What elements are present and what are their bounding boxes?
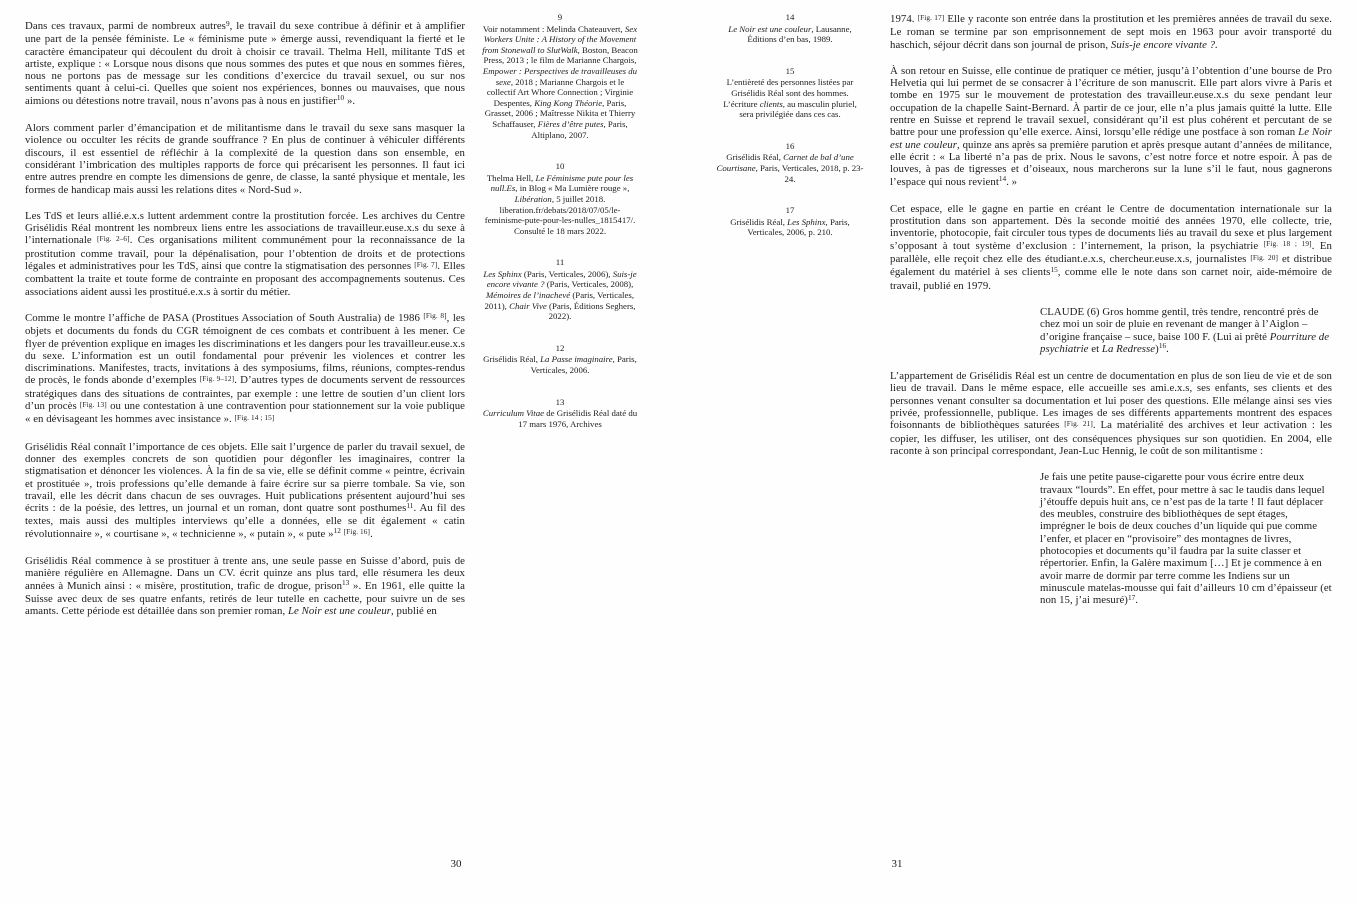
footnote [482, 257, 638, 322]
paragraph: Je fais une petite pause-cigarette pour vous écrire entre deux travaux “lourds”. En effet, pour mettre à sac le taudis dans lequel j’étouffe depuis huit ans, ce n’est pas de la tarte ! Il faut déplacer des meubles, construire des bibliothèques de sept étages, imprégner le bois de deux couches d’un liquide qui pue comme l’enfer, et placer en “provisoire” des montagnes de livres, photocopies et documents qu’il faudra par la suite classer et répertorier. Enfin, la Galère maximum […] Et je commence à en avoir marre de dormir par terre comme les Indiens sur un minuscule matelas-mousse qui fait d’ailleurs 10 cm d’épaisseur (et non 15, j’ai mesuré)$^{17}$. [1040, 471, 1332, 607]
right-main-text-column [890, 13, 1332, 621]
footnote [482, 397, 638, 430]
left-footnote-column [482, 12, 638, 450]
paragraph: Alors comment parler d’émancipation et de militantisme dans le travail du sexe sans masquer la violence ou occulter les récits de grande souffrance ? En plus de continuer à véhiculer différents discours, il est essentiel de réfléchir à la complexité de la question dans son ensemble, en considérant l’imbrication des multiples rapports de force qui précarisent les personnes. Il faut ici entre autres prendre en compte les dimensions de genre, de classe, la santé physique et mentale, les formes de handicap mais aussi les relations dites « Nord-Sud ». [25, 122, 465, 196]
footnote-text: Thelma Hell, Le Féminisme pute pour les null.Es, in Blog « Ma Lumière rouge », Libération, 5 juillet 2018. liberation.fr/debats/2018/07/05/le-feminisme-pute-pour-les-nulles_1815417/. Consulté le 18 mars 2022. [484, 172, 636, 236]
paragraph: Dans ces travaux, parmi de nombreux autres$^9$, le travail du sexe contribue à définir et à amplifier une part de la pensée féministe. Le « féminisme pute » émerge aussi, revendiquant la fierté et le caractère émancipateur qui découlent du droit à choisir ce travail. Thelma Hell, militante TdS et artiste, explique : « Lorsque nous disons que nous sommes des putes et que nous en sommes fières, nous ne portons pas de message sur les conditions d’exercice du travail sexuel, ou sur nos sentiments quant à celui-ci. Quelles que soient nos expériences, bonnes ou mauvaises, que nous aimions ou détestions notre travail, nous n’avons pas à nous en justifier$^{10}$ ». [25, 18, 466, 107]
right-footnote-column [716, 12, 864, 259]
paragraph: À son retour en Suisse, elle continue de pratiquer ce métier, jusqu’à l’obtention d’une bourse de Pro Helvetia qui lui permet de se consacrer à l’écriture de son manuscrit. Elle part alors vivre à Paris et tombe en 1975 sur le mouvement de protestation des travailleur.euse.x.s du sexe pendant leur occupation de la chapelle Saint-Bernard. À partir de ce jour, elle n’a plus jamais quitté la lutte. Elle rentre en Suisse et reprend le travail sexuel, considérant qu’il est plus cohérent et percutant de se battre pour une profession qu’elle exerce. Ainsi, lorsqu’elle rédige une postface à son roman Le Noir est une couleur, quinze ans après sa première parution et après presque autant d’années de militance, elle écrit : « La liberté n’a pas de prix. Nous le savons, c’est notre force et notre espoir. À pas de louves, à pas de tigresses et d’oiseaux, nous marcherons sur la lune s’il le faut, nous gagnerons l’espace qui nous revient$^{14}$. » [890, 64, 1333, 188]
paragraph: Cet espace, elle le gagne en partie en créant le Centre de documentation internationale sur la prostitution dans son appartement. Dès la seconde moitié des années 1970, elle collecte, trie, inventorie, photocopie, fait circuler tous types de documents liés au travail du sexe et plus largement s’opposant à tout système d’exclusion : l’internement, la prison, la psychiatrie [Fig. 18 ; 19]. En parallèle, elle reçoit chez elle des étudiant.e.x.s, chercheur.euse.x.s, journalistes [Fig. 20] et distribue également du matériel à ses clients$^{15}$, comme elle le note dans son carnet noir, aide-mémoire de travail, publié en 1979. [890, 202, 1333, 292]
footnote-text: Les Sphinx (Paris, Verticales, 2006), Suis-je encore vivante ? (Paris, Verticales, 2008), Mémoires de l’inachevé (Paris, Verticales, 2011), Chair Vive (Paris, Éditions Seghers, 2022). [483, 268, 637, 322]
footnote-text: Grisélidis Réal, Les Sphinx, Paris, Verticales, 2006, p. 210. [730, 216, 850, 238]
paragraph: Les TdS et leurs allié.e.x.s luttent ardemment contre la prostitution forcée. Les archives du Centre Grisélidis Réal montrent les nombreux liens entre les associations de travailleur.euse.x.s du sexe à l’internationale [Fig. 2–6]. Ces organisations militent communément pour la reconnaissance de la prostitution comme travail, pour la dépénalisation, pour l’obtention de droits et de protections légales et administratives pour les TdS, ainsi que contre la stigmatisation des personnes [Fig. 7]. Elles combattent la traite et toute forme de contrainte en proposant des accompagnements soutenus. Ces associations aident aussi les prostitué.e.x.s à sortir du métier. [25, 209, 465, 298]
footnote-number: 13 [555, 396, 565, 407]
page-number-right: 31 [891, 858, 903, 870]
footnote [716, 66, 864, 120]
footnote [482, 12, 638, 140]
footnote-text: Curriculum Vitae de Grisélidis Réal daté du 17 mars 1976, Archives [482, 408, 638, 429]
footnote-number: 11 [555, 257, 565, 268]
footnote [482, 161, 638, 236]
footnote-number: 12 [555, 342, 565, 353]
paragraph: L’appartement de Grisélidis Réal est un centre de documentation en plus de son lieu de vie et de son lieu de travail. Dans le même espace, elle accueille ses ami.e.x.s, ses enfants, ses clients et des personnes venant consulter sa documentation et lui poser des questions. Elle mélange ainsi ses vies privée, professionnelle, publique. Les images de ses différents appartements montrent des espaces foisonnants de bibliothèques saturées [Fig. 21]. La matérialité des archives et leur activation : les copier, les diffuser, les utiliser, ont des conséquences physiques sur son quotidien. En 2004, elle raconte à son principal correspondant, Jean-Luc Hennig, le coût de son militantisme : [890, 370, 1332, 457]
footnote [716, 205, 864, 238]
left-main-text-column [25, 20, 465, 631]
paragraph: Grisélidis Réal commence à se prostituer à trente ans, une seule passe en Suisse d’abord, puis de manière régulière en Allemagne. Dans un CV. écrit quinze ans plus tard, elle résumera les deux années à Munich ainsi : « misère, prostitution, trafic de drogue, prison$^{13}$ ». En 1961, elle quitte la Suisse avec deux de ses quatre enfants, retirés de leur tutelle en cachette, pour suivre un de ses amants. Cette période est détaillée dans son premier roman, Le Noir est une couleur, publié en [25, 554, 465, 618]
footnote-number: 15 [785, 65, 795, 76]
footnote-text: Voir notamment : Melinda Chateauvert, Sex Workers Unite : A History of the Movement from Stonewall to SlutWalk, Boston, Beacon Press, 2013 ; le film de Marianne Chargois, Empower : Perspectives de travailleuses du sexe, 2018 ; Marianne Chargois et le collectif Art Whore Connection ; Virginie Despentes, King Kong Théorie, Paris, Grasset, 2006 ; Maîtresse Nikita et Thierry Schaffauser, Fières d’être putes, Paris, Altiplano, 2007. [482, 23, 638, 140]
paragraph: CLAUDE (6) Gros homme gentil, très tendre, rencontré près de chez moi un soir de pluie en revenant de manger à l’Aiglon – d’origine française – suce, baise 100 F. (Lui ai prêté Pourriture de psychiatrie et La Redresse)$^{16}$. [1040, 305, 1330, 355]
footnote-text: Le Noir est une couleur, Lausanne, Éditions d’en bas, 1989. [728, 23, 852, 45]
footnote-number: 17 [785, 205, 795, 216]
footnote-text: Grisélidis Réal, La Passe imaginaire, Paris, Verticales, 2006. [483, 354, 637, 376]
footnote [482, 343, 638, 376]
page-number-left: 30 [450, 858, 462, 870]
paragraph: Comme le montre l’affiche de PASA (Prostitues Association of South Australia) de 1986 [Fig. 8], les objets et documents du fonds du CGR témoignent de ces combats et contribuent à les mener. Ce flyer de prévention explique en images les discriminations et les dangers pour les travailleur.euse.x.s du sexe. L’information est un outil fondamental pour prévenir les violences et contrer les discriminations. Manifestes, tracts, invitations à des symposiums, films, réunions, comptes-rendus de procès, le fonds abonde d’exemples [Fig. 9–12]. D’autres types de documents servent de ressources stratégiques dans des situations de contraintes, par exemple : une lettre de soutien d’un client lors d’un procès [Fig. 13] ou une contestation à une contravention pour stationnement sur la voie publique « en dévisageant les hommes avec insistance ». [Fig. 14 ; 15] [25, 311, 465, 426]
footnote-number: 16 [785, 140, 795, 151]
paragraph: Grisélidis Réal connaît l’importance de ces objets. Elle sait l’urgence de parler du travail sexuel, de donner des exemples concrets de son quotidien pour dégonfler les imaginaires, contrer la stigmatisation et dénoncer les violences. À la fin de sa vie, elle se définit comme « peintre, écrivain et prostituée », trois professions qu’elle demande à faire écrire sur sa pierre tombale. Sa vie, son travail, elle les décrit dans chacun de ses ouvrages. Huit publications présentent aujourd’hui ses écrits : de la poésie, des lettres, un journal et un roman, dont quatre sont posthumes$^{11}$. Au fil des textes, mais aussi des multiples interviews qu’elle a données, elle se dit également « catin révolutionnaire », « courtisane », « technicienne », « putain », « pute »$^{12}$ [Fig. 16]. [25, 440, 465, 540]
footnote [716, 141, 864, 184]
footnote-number: 9 [557, 12, 563, 22]
paragraph: 1974. [Fig. 17] Elle y raconte son entrée dans la prostitution et les premières années de travail du sexe. Le roman se termine par son emprisonnement de sept mois en 1963 pour avoir transporté du haschich, séjour décrit dans son journal de prison, Suis-je encore vivante ?. [890, 12, 1332, 51]
footnote-number: 10 [555, 161, 565, 172]
footnote-text: Grisélidis Réal, Carnet de bal d’une Courtisane, Paris, Verticales, 2018, p. 23-24. [716, 152, 864, 184]
footnote [716, 12, 864, 45]
footnote-number: 14 [785, 12, 795, 22]
footnote-text: L’entièreté des personnes listées par Grisélidis Réal sont des hommes. L’écriture clients, au masculin pluriel, sera privilégiée dans ces cas. [723, 77, 857, 120]
